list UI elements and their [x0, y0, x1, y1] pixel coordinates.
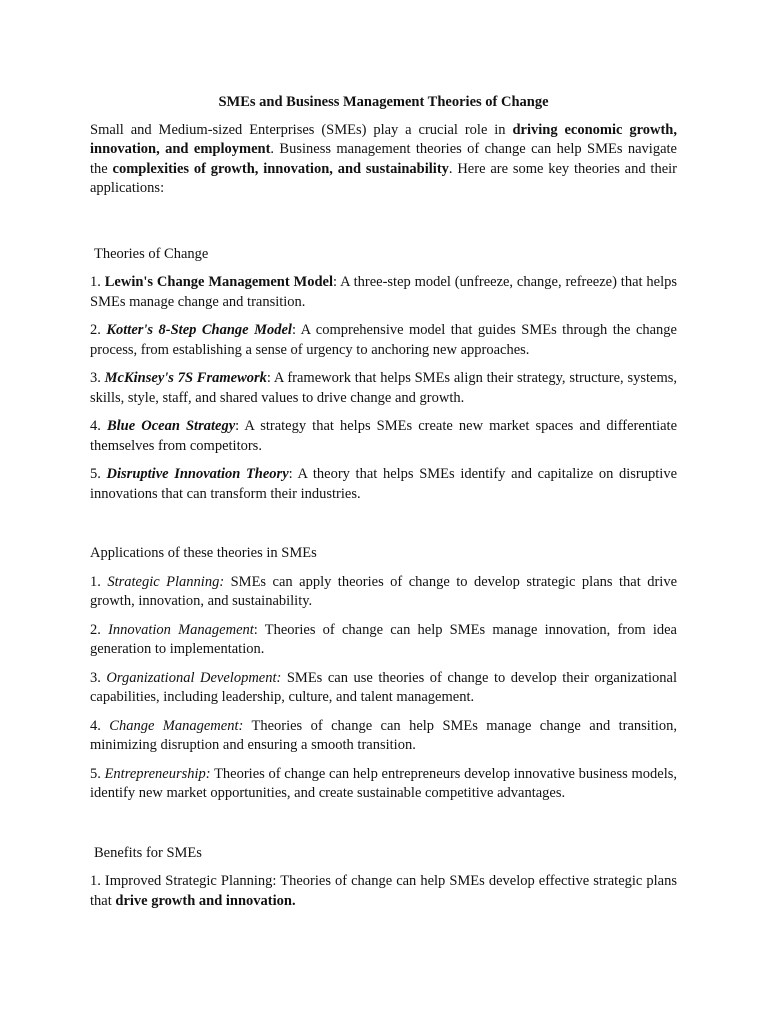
- application-item-3: [90, 669, 677, 708]
- theory-name: Lewin's Change Management Model: [104, 274, 333, 290]
- theory-description: : A strategy that helps SMEs create new market spaces and differentiate themselves from competitors.: [90, 418, 678, 454]
- application-name: Innovation Management: [108, 621, 254, 638]
- theories-heading: Theories of Change: [94, 245, 209, 262]
- application-description: SMEs can apply theories of change to develop strategic plans that drive growth, innovation, and sustainability.: [90, 573, 678, 609]
- application-item-5: [90, 765, 677, 804]
- theory-item-3: [90, 369, 677, 408]
- theory-description: : A comprehensive model that guides SMEs through the change process, from establishing a sense of urgency to anchoring new approaches.: [90, 322, 677, 358]
- application-description: : Theories of change can help SMEs manage innovation, from idea generation to implementation.: [90, 621, 677, 657]
- application-number: 2.: [90, 621, 109, 638]
- theory-item-5: [90, 465, 677, 504]
- application-number: 3.: [90, 669, 107, 686]
- intro-bold-1: driving economic growth, innovation, and employment: [90, 121, 677, 157]
- application-description: Theories of change can help SMEs manage change and transition, minimizing disruption and ensuring a smooth transition.: [90, 717, 677, 753]
- application-number: 1.: [90, 573, 108, 590]
- benefit-text: 1. Improved Strategic Planning: Theories of change can help SMEs develop effective strategic plans that: [90, 873, 677, 909]
- theory-number: 4.: [90, 418, 107, 434]
- document-body: [90, 93, 677, 920]
- application-number: 5.: [90, 765, 105, 782]
- theory-description: : A theory that helps SMEs identify and capitalize on disruptive innovations that can transform their industries.: [90, 466, 678, 502]
- application-name: Organizational Development:: [106, 669, 282, 686]
- application-name: Entrepreneurship:: [104, 765, 211, 782]
- theory-description: : A framework that helps SMEs align their strategy, structure, systems, skills, style, staff, and shared values to drive change and growth.: [90, 370, 677, 406]
- document-title: SMEs and Business Management Theories of Change: [218, 94, 549, 110]
- application-description: Theories of change can help entrepreneurs develop innovative business models, identify new market opportunities, and create sustainable competitive advantages.: [90, 765, 677, 801]
- intro-text-1: Small and Medium-sized Enterprises (SMEs) play a crucial role in: [90, 121, 513, 138]
- theory-name: Disruptive Innovation Theory: [106, 466, 289, 482]
- application-item-2: [90, 621, 677, 660]
- theory-description: : A three-step model (unfreeze, change, refreeze) that helps SMEs manage change and transition.: [90, 274, 678, 310]
- theory-name: McKinsey's 7S Framework: [104, 370, 267, 386]
- intro-bold-2: complexities of growth, innovation, and sustainability: [112, 160, 449, 177]
- benefit-item-1: [90, 872, 677, 911]
- theory-name: Blue Ocean Strategy: [106, 418, 236, 434]
- application-name: Strategic Planning:: [107, 573, 225, 590]
- theory-number: 5.: [90, 466, 107, 482]
- theory-name: Kotter's 8-Step Change Model: [106, 322, 292, 338]
- application-number: 4.: [90, 717, 110, 734]
- benefit-bold: drive growth and innovation.: [115, 892, 296, 909]
- theory-number: 3.: [90, 370, 105, 386]
- application-item-1: [90, 573, 677, 612]
- applications-heading: Applications of these theories in SMEs: [90, 545, 317, 561]
- theory-number: 2.: [90, 322, 107, 338]
- intro-paragraph: [90, 121, 677, 199]
- theory-item-2: [90, 321, 677, 360]
- application-description: SMEs can use theories of change to develop their organizational capabilities, including leadership, culture, and talent management.: [90, 669, 677, 705]
- application-item-4: [90, 717, 677, 756]
- theory-item-1: [90, 273, 677, 312]
- theory-item-4: [90, 417, 677, 456]
- intro-text-3: . Here are some key theories and their applications:: [90, 160, 677, 196]
- application-name: Change Management:: [109, 717, 244, 734]
- theory-number: 1.: [90, 274, 105, 290]
- benefits-heading: Benefits for SMEs: [94, 844, 202, 861]
- intro-text-2: . Business management theories of change can help SMEs navigate the: [90, 141, 677, 177]
